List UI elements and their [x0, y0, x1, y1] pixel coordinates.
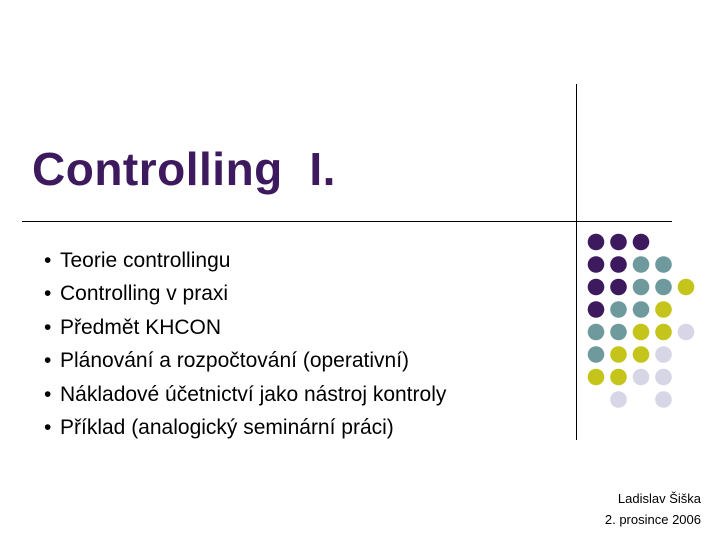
- dot-teal: [633, 301, 650, 318]
- dot-purple: [588, 256, 605, 273]
- bullet-icon: •: [44, 315, 52, 339]
- dot-purple: [588, 301, 605, 318]
- dot-purple: [610, 256, 627, 273]
- dot-purple: [588, 234, 605, 251]
- dot-teal: [610, 301, 627, 318]
- dot-lavender: [655, 391, 672, 408]
- dot-lime: [588, 369, 605, 386]
- bullet-icon: •: [44, 415, 52, 439]
- bullet-item: [44, 378, 446, 411]
- bullet-text: Příklad (analogický seminární práci): [60, 415, 394, 439]
- dot-lavender: [610, 391, 627, 408]
- horizontal-divider: [22, 221, 672, 222]
- dot-purple: [610, 279, 627, 296]
- bullet-text: Controlling v praxi: [60, 282, 229, 306]
- bullet-item: [44, 411, 446, 444]
- decorative-dot-grid: [584, 230, 704, 410]
- bullet-icon: •: [44, 349, 52, 373]
- slide-title: Controlling I.: [32, 143, 336, 195]
- dot-lavender: [655, 346, 672, 363]
- dot-lavender: [678, 324, 695, 341]
- dot-teal: [588, 346, 605, 363]
- presentation-date: 2. prosince 2006: [604, 512, 701, 527]
- dot-lavender: [655, 369, 672, 386]
- bullet-text: Teorie controllingu: [60, 249, 231, 272]
- dot-teal: [633, 279, 650, 296]
- dot-lime: [610, 346, 627, 363]
- dot-purple: [588, 279, 605, 296]
- bullet-item: [44, 311, 446, 344]
- dot-lime: [655, 301, 672, 318]
- dot-lime: [655, 324, 672, 341]
- bullet-item: [44, 244, 446, 277]
- dot-teal: [588, 324, 605, 341]
- dot-purple: [633, 234, 650, 251]
- bullet-list: [44, 244, 446, 444]
- dot-teal: [633, 256, 650, 273]
- dot-teal: [655, 279, 672, 296]
- author-name: Ladislav Šiška: [617, 491, 701, 506]
- bullet-text: Předmět KHCON: [60, 315, 222, 339]
- dot-lime: [633, 324, 650, 341]
- dot-purple: [610, 234, 627, 251]
- dot-teal: [610, 324, 627, 341]
- dot-lavender: [633, 369, 650, 386]
- bullet-item: [44, 344, 446, 377]
- dot-lime: [610, 369, 627, 386]
- bullet-text: Nákladové účetnictví jako nástroj kontroly: [60, 382, 447, 406]
- bullet-icon: •: [44, 382, 52, 406]
- bullet-text: Plánování a rozpočtování (operativní): [60, 349, 410, 373]
- dot-lime: [678, 279, 695, 296]
- bullet-icon: •: [44, 282, 52, 306]
- dot-teal: [655, 256, 672, 273]
- bullet-icon: •: [44, 249, 52, 272]
- author-block: [605, 488, 701, 530]
- bullet-item: [44, 277, 446, 310]
- dot-lime: [633, 346, 650, 363]
- vertical-divider: [576, 84, 577, 440]
